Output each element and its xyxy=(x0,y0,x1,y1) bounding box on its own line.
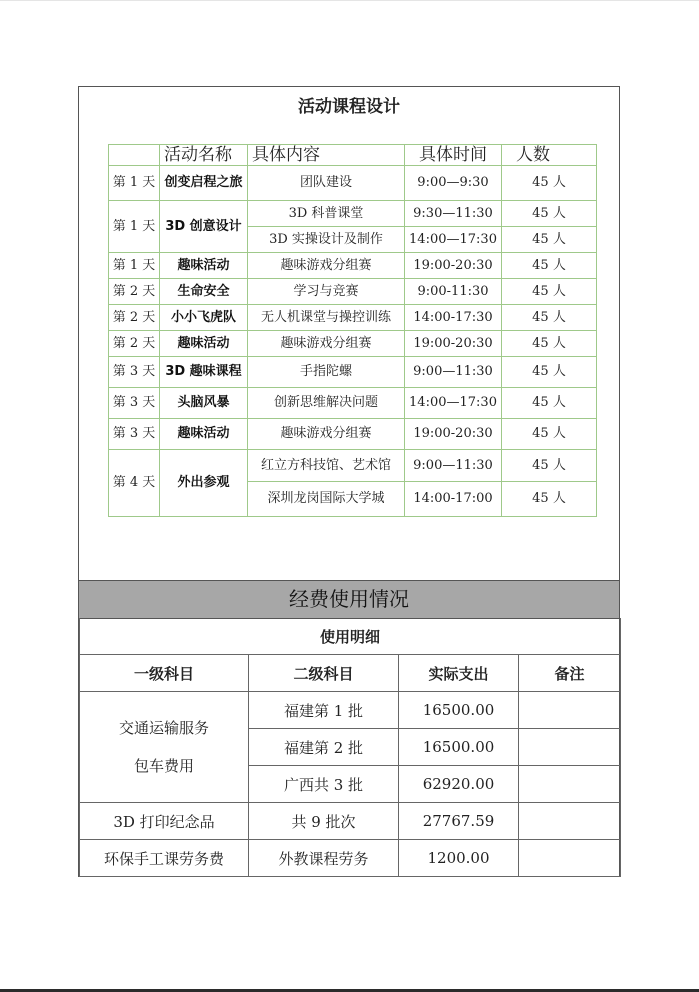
content-cell: 创新思维解决问题 xyxy=(248,388,405,419)
schedule-header-row xyxy=(109,145,597,166)
count-cell: 45 人 xyxy=(502,450,597,482)
content-cell: 手指陀螺 xyxy=(248,357,405,388)
secondary-category-cell: 福建第 1 批 xyxy=(249,692,399,729)
header-primary-category: 一级科目 xyxy=(80,655,249,692)
primary-category-cell: 3D 打印纪念品 xyxy=(80,803,249,840)
activity-name-cell: 生命安全 xyxy=(160,279,248,305)
time-cell: 19:00-20:30 xyxy=(405,419,502,450)
time-cell: 9:00—11:30 xyxy=(405,450,502,482)
header-remarks: 备注 xyxy=(519,655,621,692)
table-row xyxy=(109,331,597,357)
header-content: 具体内容 xyxy=(248,145,405,166)
content-cell: 趣味游戏分组赛 xyxy=(248,419,405,450)
count-cell: 45 人 xyxy=(502,331,597,357)
time-cell: 19:00-20:30 xyxy=(405,253,502,279)
table-row xyxy=(109,419,597,450)
day-cell: 第 3 天 xyxy=(109,388,160,419)
day-cell: 第 2 天 xyxy=(109,331,160,357)
page-top-edge xyxy=(0,0,699,1)
count-cell: 45 人 xyxy=(502,227,597,253)
header-secondary-category: 二级科目 xyxy=(249,655,399,692)
count-cell: 45 人 xyxy=(502,253,597,279)
content-cell: 学习与竞赛 xyxy=(248,279,405,305)
amount-cell: 16500.00 xyxy=(399,729,519,766)
count-cell: 45 人 xyxy=(502,419,597,450)
time-cell: 14:00—17:30 xyxy=(405,227,502,253)
time-cell: 9:00—9:30 xyxy=(405,166,502,201)
table-row xyxy=(80,803,621,840)
remarks-cell xyxy=(519,803,621,840)
time-cell: 19:00-20:30 xyxy=(405,331,502,357)
table-row xyxy=(109,253,597,279)
table-row xyxy=(80,840,621,877)
day-cell: 第 2 天 xyxy=(109,305,160,331)
schedule-table xyxy=(108,144,597,517)
time-cell: 9:30—11:30 xyxy=(405,201,502,227)
activity-name-cell: 小小飞虎队 xyxy=(160,305,248,331)
amount-cell: 62920.00 xyxy=(399,766,519,803)
count-cell: 45 人 xyxy=(502,201,597,227)
content-cell: 红立方科技馆、艺术馆 xyxy=(248,450,405,482)
content-cell: 趣味游戏分组赛 xyxy=(248,331,405,357)
count-cell: 45 人 xyxy=(502,279,597,305)
content-cell: 3D 实操设计及制作 xyxy=(248,227,405,253)
primary-category-line: 包车费用 xyxy=(133,757,194,775)
time-cell: 9:00-11:30 xyxy=(405,279,502,305)
day-cell: 第 1 天 xyxy=(109,201,160,253)
content-cell: 深圳龙岗国际大学城 xyxy=(248,482,405,517)
header-time: 具体时间 xyxy=(405,145,502,166)
count-cell: 45 人 xyxy=(502,388,597,419)
count-cell: 45 人 xyxy=(502,305,597,331)
expenses-subtitle-row xyxy=(80,618,621,655)
content-cell: 无人机课堂与操控训练 xyxy=(248,305,405,331)
day-cell: 第 3 天 xyxy=(109,419,160,450)
amount-cell: 27767.59 xyxy=(399,803,519,840)
day-cell: 第 2 天 xyxy=(109,279,160,305)
remarks-cell xyxy=(519,766,621,803)
activity-name-cell: 3D 趣味课程 xyxy=(160,357,248,388)
count-cell: 45 人 xyxy=(502,482,597,517)
secondary-category-cell: 广西共 3 批 xyxy=(249,766,399,803)
remarks-cell xyxy=(519,840,621,877)
remarks-cell xyxy=(519,729,621,766)
expenses-header-row xyxy=(80,655,621,692)
time-cell: 14:00-17:00 xyxy=(405,482,502,517)
table-row xyxy=(109,450,597,482)
time-cell: 14:00-17:30 xyxy=(405,305,502,331)
amount-cell: 1200.00 xyxy=(399,840,519,877)
amount-cell: 16500.00 xyxy=(399,692,519,729)
content-cell: 团队建设 xyxy=(248,166,405,201)
day-cell: 第 4 天 xyxy=(109,450,160,517)
document-title: 活动课程设计 xyxy=(298,97,400,117)
secondary-category-cell: 外教课程劳务 xyxy=(249,840,399,877)
count-cell: 45 人 xyxy=(502,357,597,388)
expenses-subtitle: 使用明细 xyxy=(80,618,621,655)
table-row xyxy=(80,692,621,729)
count-cell: 45 人 xyxy=(502,166,597,201)
activity-name-cell: 头脑风暴 xyxy=(160,388,248,419)
table-row xyxy=(109,305,597,331)
content-cell: 3D 科普课堂 xyxy=(248,201,405,227)
time-cell: 14:00—17:30 xyxy=(405,388,502,419)
secondary-category-cell: 福建第 2 批 xyxy=(249,729,399,766)
activity-name-cell: 趣味活动 xyxy=(160,419,248,450)
day-cell: 第 3 天 xyxy=(109,357,160,388)
header-actual-expense: 实际支出 xyxy=(399,655,519,692)
day-cell: 第 1 天 xyxy=(109,253,160,279)
day-cell: 第 1 天 xyxy=(109,166,160,201)
table-row xyxy=(109,388,597,419)
expenses-table xyxy=(79,618,621,877)
activity-name-cell: 趣味活动 xyxy=(160,253,248,279)
primary-category-cell: 环保手工课劳务费 xyxy=(80,840,249,877)
table-row xyxy=(109,201,597,227)
activity-name-cell: 3D 创意设计 xyxy=(160,201,248,253)
header-activity-name: 活动名称 xyxy=(160,145,248,166)
time-cell: 9:00—11:30 xyxy=(405,357,502,388)
activity-name-cell: 创变启程之旅 xyxy=(160,166,248,201)
activity-name-cell: 外出参观 xyxy=(160,450,248,517)
expenses-section-title: 经费使用情况 xyxy=(79,580,619,619)
header-empty xyxy=(109,145,160,166)
primary-category-line: 交通运输服务 xyxy=(118,719,209,737)
table-row xyxy=(109,279,597,305)
content-cell: 趣味游戏分组赛 xyxy=(248,253,405,279)
activity-name-cell: 趣味活动 xyxy=(160,331,248,357)
remarks-cell xyxy=(519,692,621,729)
table-row xyxy=(109,357,597,388)
header-count: 人数 xyxy=(502,145,597,166)
primary-category-cell xyxy=(80,692,249,803)
secondary-category-cell: 共 9 批次 xyxy=(249,803,399,840)
table-row xyxy=(109,166,597,201)
